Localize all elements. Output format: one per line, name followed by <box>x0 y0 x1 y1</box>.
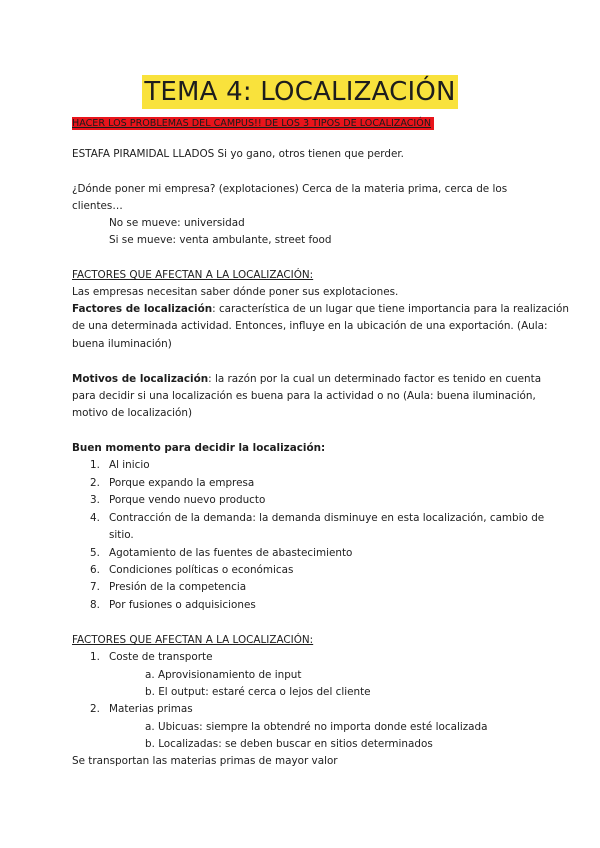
motivos-label: Motivos de localización <box>72 373 209 385</box>
sub-item: b. El output: estaré cerca o lejos del cliente <box>145 686 371 698</box>
factores-label: Factores de localización <box>72 303 213 315</box>
list-item: 1. Al inicio <box>90 459 150 471</box>
list-item: 8. Por fusiones o adquisiciones <box>90 599 256 611</box>
question-line-2: clientes… <box>72 200 123 212</box>
list-item: 4. Contracción de la demanda: la demanda disminuye en esta localización, cambio de <box>90 512 545 524</box>
list-item: 6. Condiciones políticas o económicas <box>90 564 294 576</box>
section-heading-1: FACTORES QUE AFECTAN A LA LOCALIZACIÓN: <box>72 269 314 281</box>
list-item: 1. Coste de transporte <box>90 651 213 663</box>
list-item-continuation: sitio. <box>109 529 134 541</box>
sub-item: a. Ubicuas: siempre la obtendré no importa donde esté localizada <box>145 721 488 733</box>
section-heading-2: FACTORES QUE AFECTAN A LA LOCALIZACIÓN: <box>72 634 314 646</box>
list-item: 2. Materias primas <box>90 703 193 715</box>
motivos-line-3: motivo de localización) <box>72 407 193 419</box>
motivos-line-2: para decidir si una localización es buena para la actividad o no (Aula: buena iluminación, <box>72 390 536 402</box>
si-mueve-line: Si se mueve: venta ambulante, street food <box>109 234 332 246</box>
sub-item: a. Aprovisionamiento de input <box>145 669 302 681</box>
warning-highlight: HACER LOS PROBLEMAS DEL CAMPUS!! DE LOS 3 TIPOS DE LOCALIZACIÓN <box>72 117 434 130</box>
motivos-line-1: Motivos de localización: la razón por la cual un determinado factor es tenido en cuenta <box>72 373 542 385</box>
factores-line-2: de una determinada actividad. Entonces, influye en la ubicación de una exportación. (Aula: <box>72 320 548 332</box>
closing-line: Se transportan las materias primas de mayor valor <box>72 755 338 767</box>
empresas-line: Las empresas necesitan saber dónde poner sus explotaciones. <box>72 286 399 298</box>
list-item: 3. Porque vendo nuevo producto <box>90 494 266 506</box>
list-item: 5. Agotamiento de las fuentes de abastecimiento <box>90 547 353 559</box>
question-line-1: ¿Dónde poner mi empresa? (explotaciones) Cerca de la materia prima, cerca de los <box>72 183 508 195</box>
sub-item: b. Localizadas: se deben buscar en sitios determinados <box>145 738 433 750</box>
factores-line-1: Factores de localización: característica de un lugar que tiene importancia para la realización <box>72 303 569 315</box>
factores-line-3: buena iluminación) <box>72 338 172 350</box>
list-item: 2. Porque expando la empresa <box>90 477 255 489</box>
estafa-line: ESTAFA PIRAMIDAL LLADOS Si yo gano, otros tienen que perder. <box>72 148 404 160</box>
page-title: TEMA 4: LOCALIZACIÓN <box>144 77 456 107</box>
no-mueve-line: No se mueve: universidad <box>109 217 245 229</box>
buen-momento-heading: Buen momento para decidir la localización: <box>72 442 326 454</box>
list-item: 7. Presión de la competencia <box>90 581 247 593</box>
